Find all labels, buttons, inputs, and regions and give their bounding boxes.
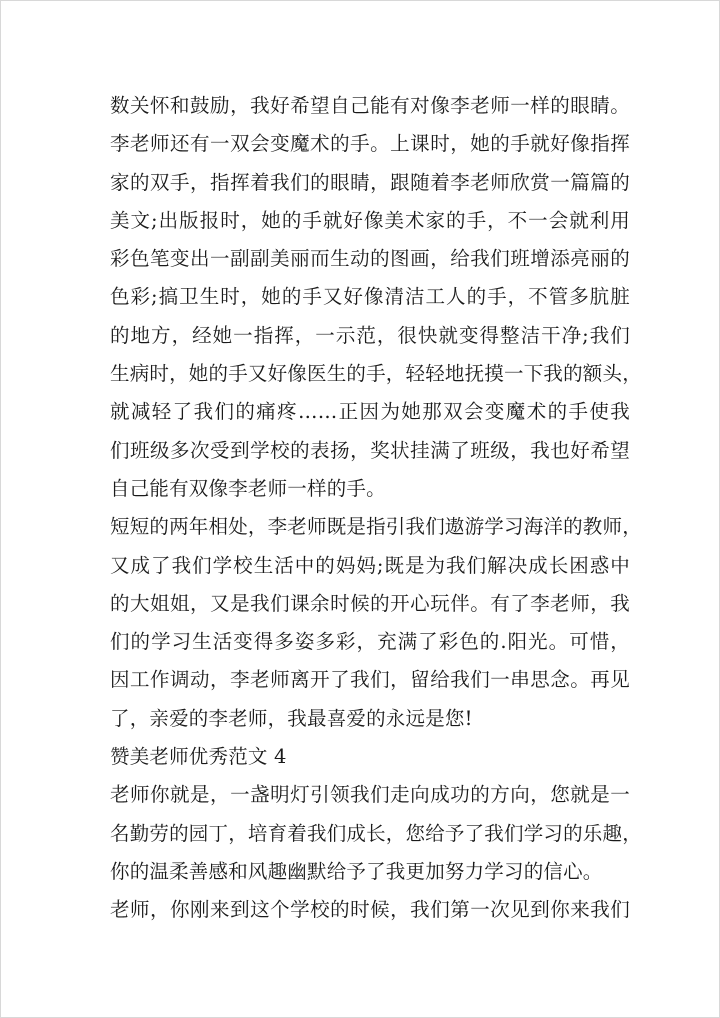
section-heading: 赞美老师优秀范文 4 — [110, 745, 287, 769]
text-line: 生病时，她的手又好像医生的手，轻轻地抚摸一下我的额头， — [110, 362, 642, 386]
text-line: 自己能有双像李老师一样的手。 — [110, 476, 386, 500]
text-line: 老师你就是，一盏明灯引领我们走向成功的方向，您就是一 — [110, 783, 630, 807]
text-line: 色彩;搞卫生时，她的手又好像清洁工人的手，不管多肮脏 — [110, 285, 630, 309]
document-page — [110, 87, 642, 930]
text-line: 名勤劳的园丁，培育着我们成长，您给予了我们学习的乐趣， — [110, 821, 642, 845]
text-line: 因工作调动，李老师离开了我们，留给我们一串思念。再见 — [110, 668, 630, 692]
text-line: 短短的两年相处，李老师既是指引我们遨游学习海洋的教师， — [110, 515, 642, 539]
text-line: 老师，你刚来到这个学校的时候，我们第一次见到你来我们 — [110, 898, 630, 922]
text-line: 又成了我们学校生活中的妈妈;既是为我们解决成长困惑中 — [110, 553, 630, 577]
text-line: 的大姐姐，又是我们课余时候的开心玩伴。有了李老师，我 — [110, 591, 630, 615]
text-line: 数关怀和鼓励，我好希望自己能有对像李老师一样的眼睛。 — [110, 94, 630, 117]
text-line: 彩色笔变出一副副美丽而生动的图画，给我们班增添亮丽的 — [110, 247, 630, 271]
text-line: 们的学习生活变得多姿多彩，充满了彩色的.阳光。可惜， — [110, 630, 630, 654]
text-line: 你的温柔善感和风趣幽默给予了我更加努力学习的信心。 — [110, 859, 603, 883]
text-line: 李老师还有一双会变魔术的手。上课时，她的手就好像指挥 — [110, 132, 630, 156]
text-line: 们班级多次受到学校的表扬，奖状挂满了班级，我也好希望 — [110, 438, 630, 462]
text-line: 家的双手，指挥着我们的眼睛，跟随着李老师欣赏一篇篇的 — [110, 170, 630, 194]
text-line: 美文;出版报时，她的手就好像美术家的手，不一会就利用 — [110, 208, 630, 232]
text-line: 了，亲爱的李老师，我最喜爱的永远是您! — [110, 706, 473, 730]
text-line: 的地方，经她一指挥，一示范，很快就变得整洁干净;我们 — [110, 323, 630, 347]
text-line: 就减轻了我们的痛疼……正因为她那双会变魔术的手使我 — [110, 400, 630, 424]
